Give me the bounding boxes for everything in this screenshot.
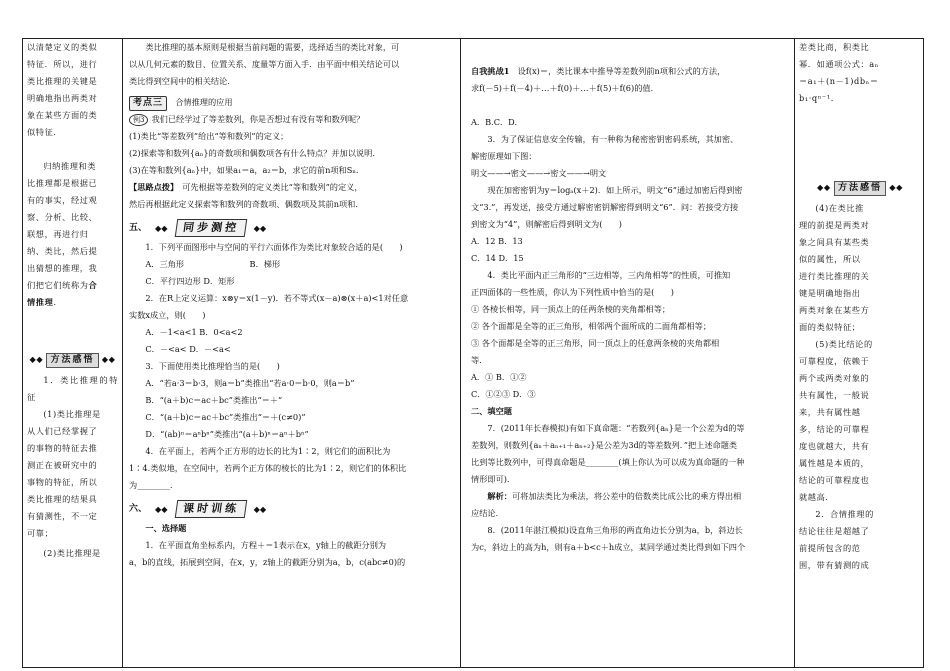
c1-method-label: 方法感悟 [46,353,98,368]
hint-label: 【思路点拨】 [129,182,175,192]
c4-p5-2: 两个或两类对象的 [799,373,870,383]
c4-p5-5: 多，结论的可靠程 [799,424,870,434]
c1-m2-6: 有猜测性，不一定 [27,511,98,521]
c1-top-line-2: 类比推理的关键是 [27,76,98,86]
c2-intro-1: 以从几何元素的数目、位置关系、度量等方面入手．由平面中相关结论可以 [129,59,400,69]
c4-method-label: 方法感悟 [834,181,886,196]
c4-p4-5: 键是明确地指出 [799,288,861,298]
c4-p4-1: 理的前提是两类对 [799,220,870,230]
q4: 4．在平面上，若两个正方形的边长的比为1∶2，则它们的面积比为 [145,446,391,456]
answer-text: 可将加法类比为乘法，将公差中的倍数类比成公比的乘方得出相 [511,491,742,501]
q3-option-a: A．“若a·3＝b·3，则a＝b”类推出“若a·0＝b·0，则a＝b” [145,378,355,388]
c1-mid-line-1: 比推理都是根据已 [27,178,98,188]
c4-p4-4: 进行类比推理的关 [799,271,870,281]
q2-cont: 实数x成立，则( ) [129,310,206,320]
t1: 1．在平面直角坐标系内，方程＋＝1表示在x，y轴上的截距分别为 [145,540,387,550]
c2-ex-1: (1)类比“等差数列”给出“等和数列”的定义； [129,131,289,141]
c4-p6-1: 结论往往是超越了 [799,526,870,536]
c3-q7d: 情形即可)． [471,474,516,484]
section-6-heading: 六、 ◆◆ 课时训练 ◆◆ [129,500,454,518]
c3-q3-cd: C．14 D．15 [471,253,524,263]
c1-mid-end-bold: 情推理 [27,297,54,307]
c1-mid-line-0: 归纳推理和类 [43,161,97,171]
c4-p6-3: 围，带有猜测的成 [799,560,870,570]
c1-top-line-1: 特征．所以，进行 [27,59,98,69]
c3-q3d: 文“3.”，再发送，接受方通过解密密钥解密得到明文“6”．问：若接受方接 [471,202,739,212]
q1: 1．下列平面图形中与空间的平行六面体作为类比对象较合适的是( ) [145,242,403,252]
example-badge: 例3 [129,114,148,126]
point-badge: 考点三 [129,96,167,111]
c1-mid-line-7 [27,277,118,294]
c1-mid-text: 们把它们统称为 [27,280,89,290]
q1-options-cd: C．平行四边形 D．矩形 [145,276,235,286]
c3-q7b: 差数列，则数列{aₙ＋aₙ₊₁＋aₙ₊₂}是公差为3d的等差数列．”把上述命题类 [471,440,738,450]
c2-ex-3: (3)在等和数列{aₙ}中，如果a₁＝a，a₂＝b，求它的前n项和Sₙ. [129,165,359,175]
right-notes-column [795,39,924,667]
c4-p4-7: 面的类似特征； [799,322,861,332]
c3-q7: 7．(2011年长春模拟)有如下真命题：“若数列{aₙ}是一个公差为d的等 [487,423,745,433]
c1-m2-5: 类比推理的结果具 [27,494,98,504]
c4-p5-4: 来，共有属性越 [799,407,861,417]
c3-q3e: 到密文为“4”，则解密后得到明文为( ) [471,219,622,229]
c4-p5-6: 度也就越大，共有 [799,441,870,451]
c3-flow: 明文——→密文——→密文——→明文 [471,168,607,178]
c2-intro-0: 类比推理的基本原则是根据当前问题的需要，选择适当的类比对象，可 [145,42,400,52]
c1-method-1: 1．类比推理的特征 [27,375,118,402]
c3-q7c: 比到等比数列中，可得真命题是________(填上你认为可以成为真命题的一种 [471,457,745,467]
c1-m2-7: 可靠； [27,528,54,538]
hint-line-0: 可先根据等差数列的定义类比“等和数列”的定义， [182,182,363,192]
c1-mid-line-5: 纳、类比，然后提 [27,246,98,256]
c3-q4-cd: C．①②③ D．③ [471,389,536,399]
c1-mid-bold: 合 [88,280,98,290]
c1-top-line-5: 似特征． [27,127,63,137]
c3-q3-ab: A．12 B．13 [471,236,523,246]
q2-options-cd: C．－<a< D．－<a< [145,344,231,354]
c3-q8: 8．(2011年湛江模拟)设直角三角形的两直角边长分别为a，b，斜边长 [487,525,743,535]
c4-top-2: ＝a₁＋(n－1)dbₙ＝ [799,76,879,86]
c3-q3c: 现在加密密钥为y＝logₐ(x＋2)．如上所示，明文“6”通过加密后得到密 [487,185,743,195]
q2-options-ab: A．－1<a<1 B．0<a<2 [145,327,243,337]
c1-mid-end: . [53,297,57,307]
c3-q4-2: ② 各个面都是全等的正三角形，相邻两个面所成的二面角都相等； [471,321,712,331]
c3-answer [471,488,786,505]
left-notes-column [23,39,123,667]
c4-p4-3: 似的属性，所以 [799,254,861,264]
c3-q4b: 正四面体的一些性质，你认为下列性质中恰当的是( ) [471,287,674,297]
c4-p5-0: (5)类比结论的 [815,339,873,349]
answer-label: 解析： [487,491,512,501]
c4-p6-2: 前提所包含的范 [799,543,861,553]
section-5-heading: 五、 ◆◆ 同步测控 ◆◆ [129,219,454,237]
c1-m2-3: 测正在被研究中的 [27,460,98,470]
challenge-text: 设f(x)＝，类比课本中推导等差数列前n项和公式的方法， [517,66,726,76]
q3-option-b: B．“(a＋b)c＝ac＋bc”类推出“＝＋” [145,395,283,405]
c4-method-banner: ◆◆ 方法感悟 ◆◆ [799,179,921,196]
c1-top-line-3: 明确地指出两类对 [27,93,98,103]
c1-m2-0: (1)类比推理是 [43,409,101,419]
c2-hint-line-1: 然后再根据此定义探索等和数列的奇数项、偶数项及其前n项和． [129,199,364,209]
c1-m2-1: 从人们已经掌握了 [27,426,98,436]
c4-p5-1: 可靠程度，依赖于 [799,356,870,366]
c3-a1: A．B.C．D. [471,117,518,127]
c1-mid-line-2: 有的事实，经过观 [27,195,98,205]
c3-q8b: 为c，斜边上的高为h，则有a＋b<c＋h成立，某同学通过类比得到如下四个 [471,542,746,552]
c4-p5-7: 属性越是本质的， [799,458,870,468]
c3-q4-1: ① 各棱长相等，同一顶点上的任两条棱的夹角都相等； [471,304,671,314]
c4-p5-3: 共有属性，一般说 [799,390,870,400]
c3-q4-3b: 等． [471,355,488,365]
fill-heading: 二、填空题 [471,406,512,416]
c4-p4-2: 象之间具有某些类 [799,237,870,247]
c3-q4-ab: A．① B．①② [471,372,527,382]
c3-q4: 4．类比平面内正三角形的“三边相等，三内角相等”的性质，可推知 [487,270,731,280]
c1-top-line-0: 以清楚定义的类似 [27,42,98,52]
c1-method-banner: ◆◆ 方法感悟 ◆◆ [27,351,118,368]
c1-mid-line-4: 联想，再进行归 [27,229,89,239]
t1-cont: a，b的直线，拓展到空间，在x，y，z轴上的截距分别为a，b，c(abc≠0)的 [129,557,406,567]
c3-answer-b: 应结论． [471,508,504,518]
example-question: 我们已经学过了等差数列，你是否想过有没有等和数列呢？ [151,114,365,124]
c2-hint [129,179,454,196]
section-5-number: 五、 [129,222,148,233]
c3-challenge-b: 求f(－5)＋f(－4)＋…＋f(0)＋…＋f(5)＋f(6)的值． [471,83,659,93]
q4-cont: 1∶4.类似地，在空间中，若两个正方体的棱长的比为1∶2，则它们的体积比 [129,463,407,473]
worksheet-table [22,38,924,668]
c3-challenge [471,63,786,80]
q3-option-d: D．“(ab)ⁿ＝aⁿbⁿ”类推出“(a＋b)ⁿ＝aⁿ＋bⁿ” [145,429,309,439]
choice-heading: 一、选择题 [145,523,187,533]
c1-mid-line-3: 察、分析、比较、 [27,212,98,222]
main-content-column [123,39,461,667]
q3-option-c: C．“(a＋b)c＝ac＋bc”类推出“＝＋(c≠0)” [145,412,306,422]
c2-ex-2: (2)探索等和数列{aₙ}的奇数项和偶数项各有什么特点？并加以说明． [129,148,381,158]
c1-mid-line-8 [27,294,118,311]
c2-intro-2: 类比得到空间中的相关结论． [129,76,236,86]
c3-q3b: 解密原理如下图： [471,151,537,161]
c1-top-line-4: 象在某些方面的类 [27,110,98,120]
point-title: 合情推理的应用 [175,97,233,107]
challenge-label: 自我挑战1 [471,66,510,76]
section-5-title: 同步测控 [174,219,247,237]
c4-p4-0: (4)在类比推 [815,203,864,213]
c2-point-heading [129,94,454,111]
c1-m3: (2)类比推理是 [43,548,101,558]
exercise-column [461,39,795,667]
c1-mid-line-6: 出猜想的推理，我 [27,263,98,273]
q4-blank: 为________． [129,480,179,490]
c4-p5-8: 结论的可靠程度也 [799,475,870,485]
c1-m2-4: 事物的特征，所以 [27,477,98,487]
q2: 2．在R上定义运算：x⊗y＝x(1－y)．若不等式(x－a)⊗(x＋a)<1对任意 [145,293,409,303]
section-6-deco: ◆◆ [155,503,168,514]
c4-p4-6: 两类对象在某些方 [799,305,870,315]
section-6-number: 六、 [129,503,148,514]
c4-top-1: 幂．如通项公式：aₙ [799,59,879,69]
q1-options-ab: A．三角形 B．梯形 [145,259,281,269]
c4-top-3: b₁·qⁿ⁻¹. [799,93,834,103]
q3: 3．下面使用类比推理恰当的是( ) [145,361,280,371]
section-6-title: 课时训练 [174,500,247,518]
section-5-deco: ◆◆ [155,222,168,233]
c3-q3: 3．为了保证信息安全传输，有一种称为秘密密钥密码系统，其加密、 [487,134,739,144]
c4-p5-9: 就越高． [799,492,835,502]
c4-top-0: 差类比商，积类比 [799,42,870,52]
c3-q4-3: ③ 各个面都是全等的正三角形，同一顶点上的任意两条棱的夹角都相 [471,338,720,348]
c4-p6-0: 2．合情推理的 [815,509,874,519]
c2-example [129,111,454,128]
c1-m2-2: 的事物的特征去推 [27,443,98,453]
